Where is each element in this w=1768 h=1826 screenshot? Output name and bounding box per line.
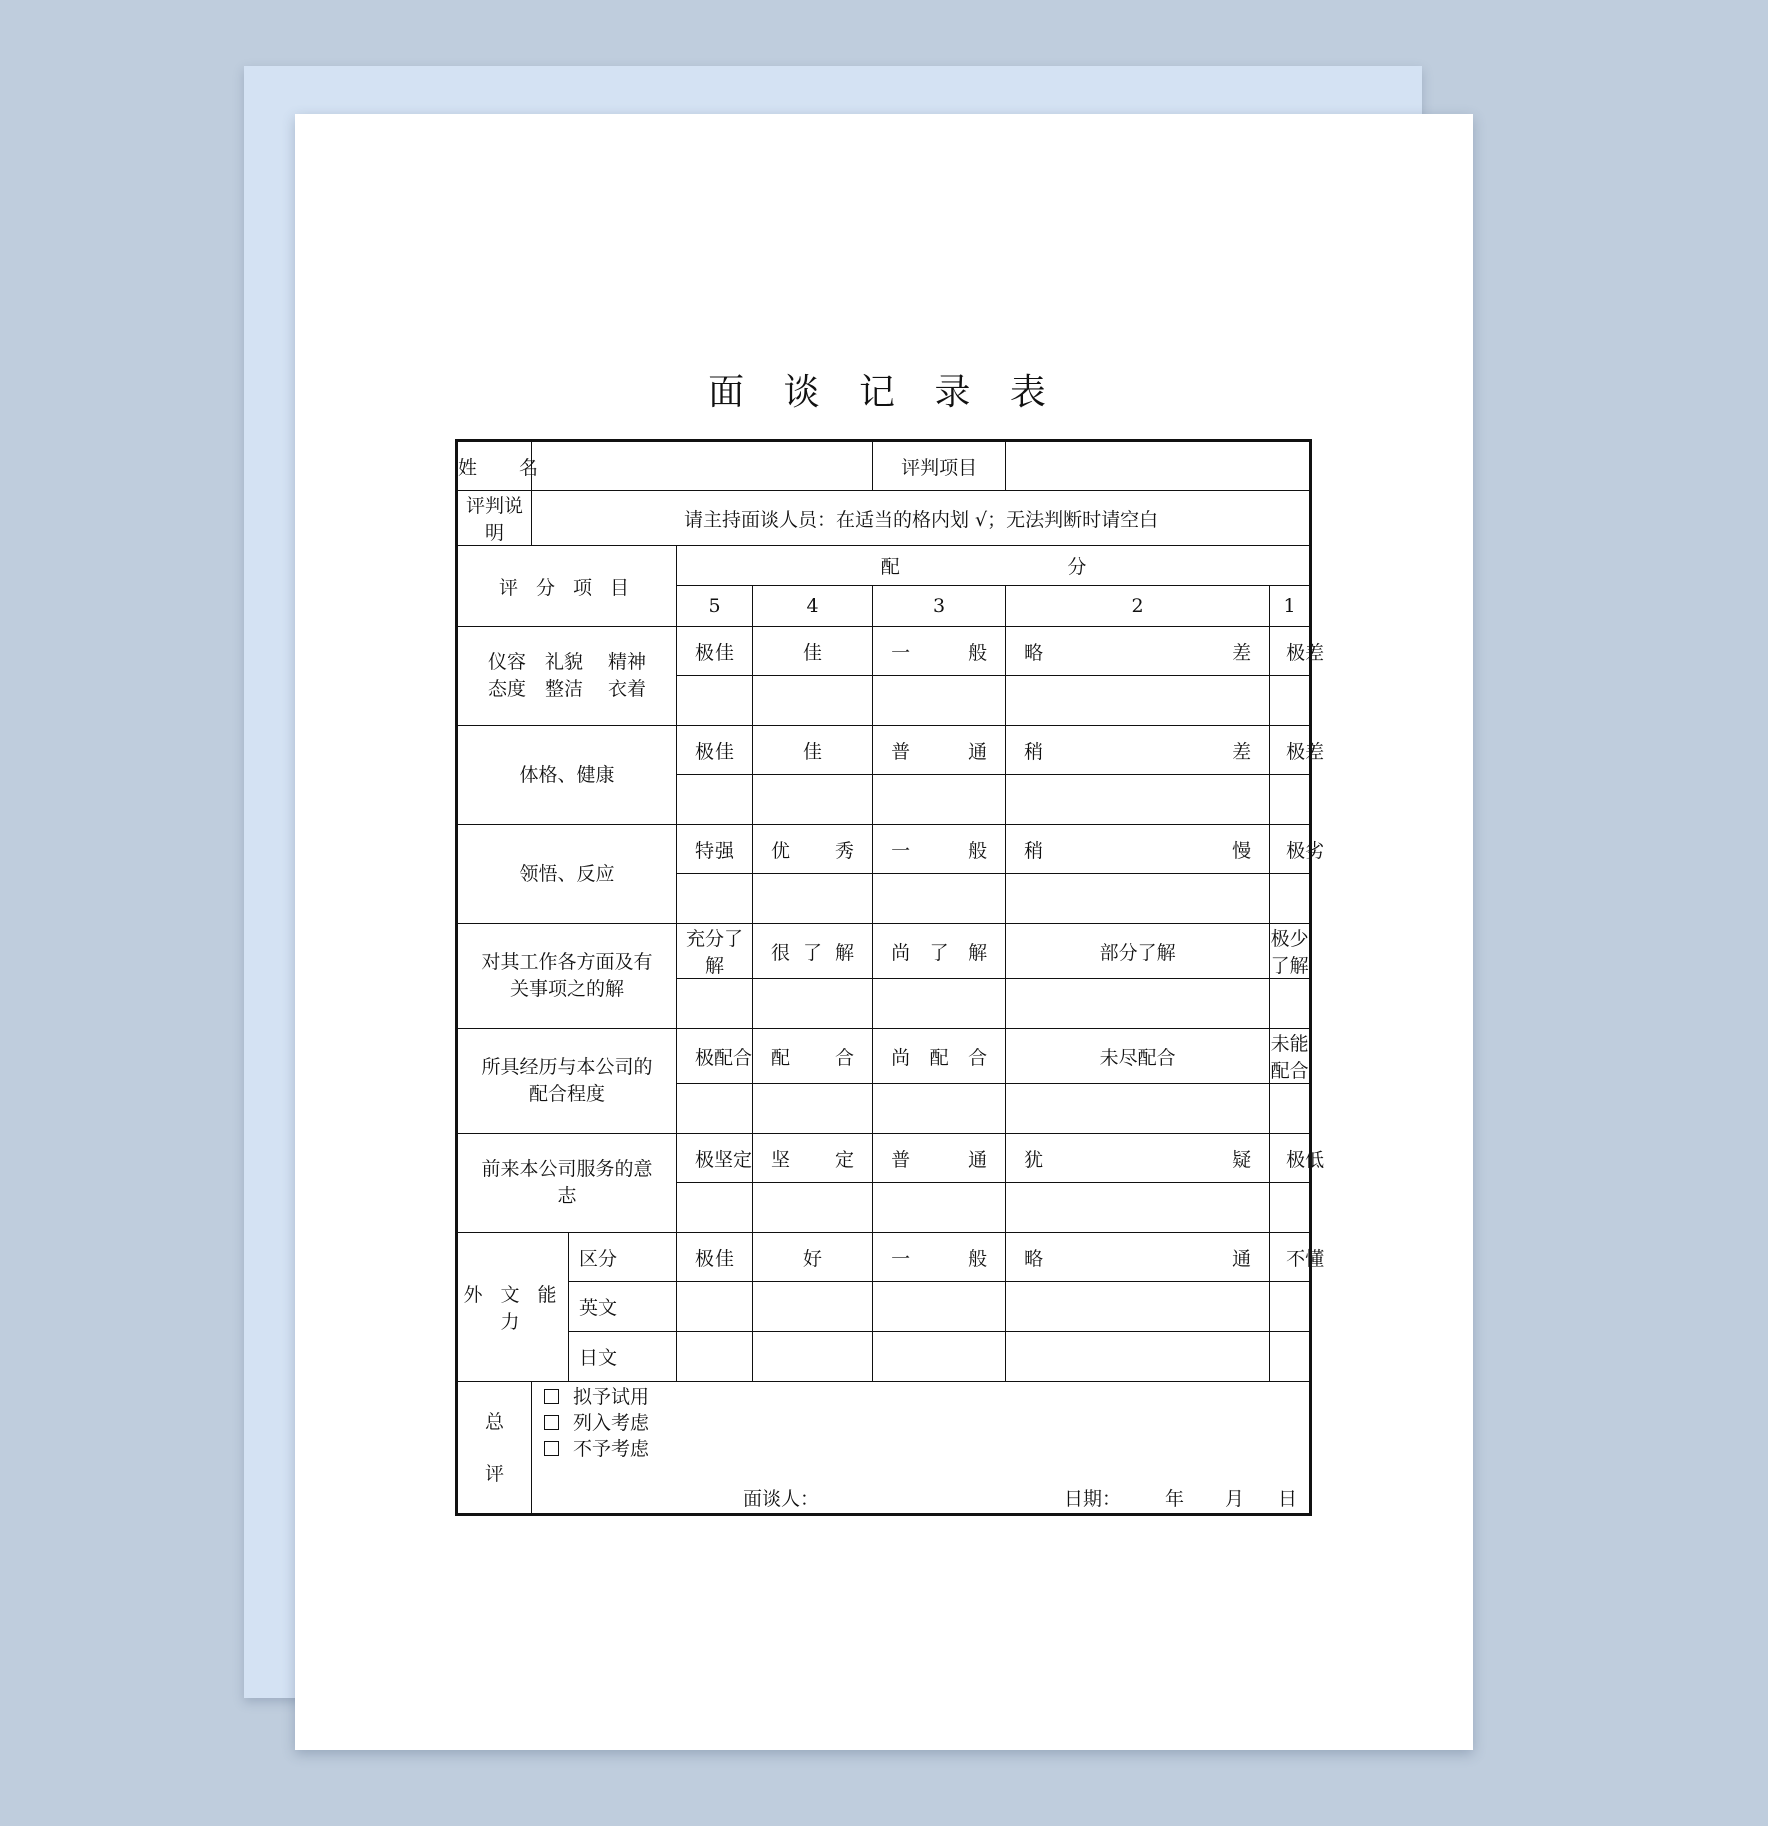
- level-3: 尚 了 解: [873, 924, 1006, 979]
- check-cell[interactable]: [873, 979, 1006, 1029]
- check-cell[interactable]: [753, 775, 873, 825]
- language-level-5: 极 佳: [677, 1233, 753, 1282]
- interviewer-label: 面谈人：: [743, 1488, 820, 1510]
- level-3: 一 般: [873, 825, 1006, 874]
- check-cell[interactable]: [1270, 979, 1311, 1029]
- check-cell[interactable]: [1006, 1183, 1270, 1233]
- criterion-row: [457, 1134, 1311, 1183]
- level-5: 极 佳: [677, 627, 753, 676]
- option-consider[interactable]: 列入考虑: [532, 1410, 1310, 1436]
- summary-content: [532, 1382, 1311, 1515]
- judge-note-text: 请主持面谈人员：在适当的格内划 √；无法判断时请空白: [532, 491, 1311, 546]
- criterion-label: 对其工作各方面及有 关事项之的解: [457, 924, 677, 1029]
- score-label: 配 分: [677, 546, 1311, 586]
- level-4: 佳: [753, 726, 873, 775]
- score-4: 4: [753, 586, 873, 627]
- criterion-row: [457, 627, 1311, 676]
- check-cell[interactable]: [1006, 775, 1270, 825]
- check-cell[interactable]: [873, 775, 1006, 825]
- level-5: 极 配 合: [677, 1029, 753, 1084]
- level-1: 极 低: [1270, 1134, 1311, 1183]
- level-5: 特 强: [677, 825, 753, 874]
- level-3: 尚 配 合: [873, 1029, 1006, 1084]
- criterion-row: [457, 924, 1311, 979]
- level-1: 极 劣: [1270, 825, 1311, 874]
- signature-row: [532, 1483, 1310, 1513]
- summary-row: [457, 1382, 1311, 1515]
- name-field[interactable]: [532, 441, 873, 491]
- check-cell[interactable]: [873, 1332, 1006, 1382]
- level-5: 极 佳: [677, 726, 753, 775]
- level-4: 佳: [753, 627, 873, 676]
- level-1: 极 差: [1270, 726, 1311, 775]
- check-cell[interactable]: [753, 1332, 873, 1382]
- level-3: 普 通: [873, 726, 1006, 775]
- check-cell[interactable]: [677, 775, 753, 825]
- checkbox-icon[interactable]: [544, 1389, 559, 1404]
- check-cell[interactable]: [677, 676, 753, 726]
- option-trial[interactable]: 拟予试用: [532, 1384, 1310, 1410]
- criterion-row: [457, 726, 1311, 775]
- date-label: 日期：: [1064, 1488, 1122, 1510]
- check-cell[interactable]: [677, 1084, 753, 1134]
- month-label: 月: [1225, 1488, 1245, 1510]
- check-cell[interactable]: [873, 874, 1006, 924]
- check-cell[interactable]: [1270, 1183, 1311, 1233]
- score-3: 3: [873, 586, 1006, 627]
- day-label: 日: [1278, 1488, 1298, 1510]
- check-cell[interactable]: [753, 1084, 873, 1134]
- level-2: 略 差: [1006, 627, 1270, 676]
- level-1: 极 差: [1270, 627, 1311, 676]
- score-2: 2: [1006, 586, 1270, 627]
- score-1: 1: [1270, 586, 1311, 627]
- check-cell[interactable]: [753, 676, 873, 726]
- level-2: 部分了解: [1006, 924, 1270, 979]
- checkbox-icon[interactable]: [544, 1415, 559, 1430]
- check-cell[interactable]: [753, 1282, 873, 1332]
- language-level-row: [457, 1233, 1311, 1282]
- check-cell[interactable]: [753, 1183, 873, 1233]
- name-label: 姓 名: [457, 441, 532, 491]
- level-3: 一 般: [873, 627, 1006, 676]
- check-cell[interactable]: [1270, 676, 1311, 726]
- check-cell[interactable]: [1006, 979, 1270, 1029]
- check-cell[interactable]: [677, 874, 753, 924]
- check-cell[interactable]: [677, 1183, 753, 1233]
- language-sub-label: 日文: [569, 1332, 677, 1382]
- name-row: [457, 441, 1311, 491]
- language-level-3: 一 般: [873, 1233, 1006, 1282]
- level-1: 未能配合: [1270, 1029, 1311, 1084]
- score-item-label: 评 分 项 目: [457, 546, 677, 627]
- check-cell[interactable]: [753, 874, 873, 924]
- language-sub-label: 英文: [569, 1282, 677, 1332]
- option-reject[interactable]: 不予考虑: [532, 1436, 1310, 1462]
- check-cell[interactable]: [1006, 1084, 1270, 1134]
- level-2: 犹 疑: [1006, 1134, 1270, 1183]
- level-5: 极 坚 定: [677, 1134, 753, 1183]
- level-4: 很 了 解: [753, 924, 873, 979]
- language-label: 外 文 能 力: [457, 1233, 569, 1382]
- summary-label: 总 评: [457, 1382, 532, 1515]
- level-2: 未尽配合: [1006, 1029, 1270, 1084]
- check-cell[interactable]: [873, 1282, 1006, 1332]
- criterion-row: [457, 825, 1311, 874]
- criterion-label: 领悟、反应: [457, 825, 677, 924]
- judge-item-label: 评判项目: [873, 441, 1006, 491]
- judge-note-row: [457, 491, 1311, 546]
- level-4: 优 秀: [753, 825, 873, 874]
- criterion-label: 体格、健康: [457, 726, 677, 825]
- check-cell[interactable]: [1270, 1332, 1311, 1382]
- score-5: 5: [677, 586, 753, 627]
- form-title: 面 谈 记 录 表: [708, 372, 1060, 413]
- criterion-label: 前来本公司服务的意 志: [457, 1134, 677, 1233]
- check-cell[interactable]: [1006, 874, 1270, 924]
- check-cell[interactable]: [873, 676, 1006, 726]
- language-english-row: [457, 1282, 1311, 1332]
- check-cell[interactable]: [677, 979, 753, 1029]
- check-cell[interactable]: [677, 1332, 753, 1382]
- checkbox-icon[interactable]: [544, 1441, 559, 1456]
- language-level-1: 不 懂: [1270, 1233, 1311, 1282]
- level-4: 坚 定: [753, 1134, 873, 1183]
- score-header-row: [457, 546, 1311, 586]
- language-sub-label: 区分: [569, 1233, 677, 1282]
- check-cell[interactable]: [873, 1084, 1006, 1134]
- level-4: 配 合: [753, 1029, 873, 1084]
- judge-note-label: 评判说明: [457, 491, 532, 546]
- language-level-4: 好: [753, 1233, 873, 1282]
- language-level-2: 略 通: [1006, 1233, 1270, 1282]
- level-2: 稍 差: [1006, 726, 1270, 775]
- check-cell[interactable]: [1270, 775, 1311, 825]
- check-cell[interactable]: [1006, 676, 1270, 726]
- criterion-label: 仪容 礼貌 精神 态度 整洁 衣着: [457, 627, 677, 726]
- check-cell[interactable]: [677, 1282, 753, 1332]
- level-3: 普 通: [873, 1134, 1006, 1183]
- check-cell[interactable]: [1270, 1084, 1311, 1134]
- level-2: 稍 慢: [1006, 825, 1270, 874]
- check-cell[interactable]: [1270, 1282, 1311, 1332]
- level-5: 充分了解: [677, 924, 753, 979]
- interview-record-table: [455, 439, 1325, 1516]
- check-cell[interactable]: [1006, 1332, 1270, 1382]
- language-japanese-row: [457, 1332, 1311, 1382]
- judge-item-field[interactable]: [1006, 441, 1311, 491]
- check-cell[interactable]: [873, 1183, 1006, 1233]
- check-cell[interactable]: [753, 979, 873, 1029]
- check-cell[interactable]: [1006, 1282, 1270, 1332]
- year-label: 年: [1165, 1488, 1185, 1510]
- check-cell[interactable]: [1270, 874, 1311, 924]
- level-1: 极少了解: [1270, 924, 1311, 979]
- criterion-label: 所具经历与本公司的 配合程度: [457, 1029, 677, 1134]
- criterion-row: [457, 1029, 1311, 1084]
